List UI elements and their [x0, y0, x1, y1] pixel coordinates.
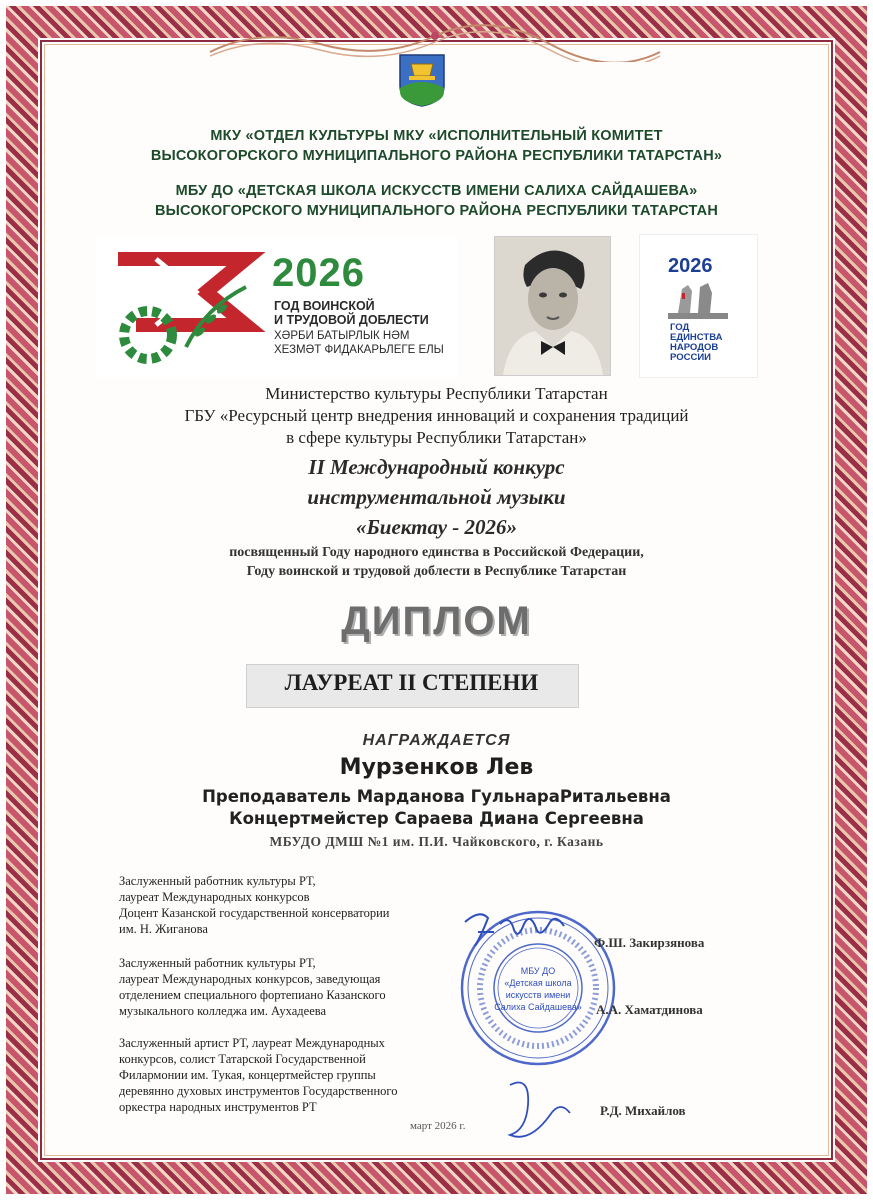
valor-title-tatar-line-1: ХӘРБИ БАТЫРЛЫК НӘМ — [274, 330, 410, 342]
unity-title-line-1: ГОД — [670, 322, 690, 333]
accompanist-line: Концертмейстер Сараева Диана Сергеевна — [229, 809, 644, 828]
valor-title — [274, 299, 429, 327]
recipient-name: Мурзенков Лев — [339, 755, 534, 780]
jury-2-line-1: Заслуженный работник культуры РТ, — [119, 956, 316, 970]
organizer-1 — [0, 126, 873, 166]
contest-title — [0, 452, 873, 542]
jury-member-3 — [119, 1035, 479, 1115]
unity-title-line-4: РОССИИ — [670, 352, 711, 363]
dedication-line-2: Году воинской и трудовой доблести в Республике Татарстан — [246, 564, 627, 579]
unity-year: 2026 — [668, 255, 713, 277]
dedication-line-1: посвященный Году народного единства в Российской Федерации, — [229, 545, 644, 560]
year-of-valor-logo — [96, 237, 458, 377]
jury-member-2 — [119, 955, 479, 1019]
awarded-label: НАГРАЖДАЕТСЯ — [362, 732, 511, 749]
stamp-text-1: МБУ ДО — [520, 966, 556, 976]
ministry-block — [0, 383, 873, 449]
organizer-2 — [0, 181, 873, 221]
jury-1-line-3: Доцент Казанской государственной консерватории — [119, 906, 390, 920]
jury-2-line-3: отделением специального фортепиано Казанского — [119, 988, 386, 1002]
signature-1-icon — [460, 904, 570, 954]
valor-title-tatar — [274, 329, 444, 357]
signer-2-name: А.А. Хаматдинова — [596, 1002, 703, 1017]
ministry-line-2: ГБУ «Ресурсный центр внедрения инноваций и сохранения традиций — [184, 406, 689, 425]
unity-title-line-3: НАРОДОВ — [670, 342, 719, 353]
coat-of-arms-icon — [397, 52, 447, 108]
dedication — [0, 543, 873, 581]
diploma-heading: ДИПЛОМ — [341, 599, 532, 643]
signer-3-name: Р.Д. Михайлов — [600, 1103, 686, 1118]
jury-3-line-3: Филармонии им. Тукая, концертмейстер группы — [119, 1068, 376, 1082]
jury-3-line-5: оркестра народных инструментов РТ — [119, 1100, 317, 1114]
unity-monument-icon — [668, 279, 728, 319]
jury-3-line-2: конкурсов, солист Татарской Государственной — [119, 1052, 366, 1066]
portrait-icon — [495, 237, 610, 375]
stamp-text-3: искусств имени — [505, 990, 571, 1000]
jury-member-1 — [119, 873, 479, 937]
valor-title-tatar-line-2: ХЕЗМӘТ ФИДАКАРЬЛЕГЕ ЕЛЫ — [274, 344, 444, 356]
valor-title-line-1: ГОД ВОИНСКОЙ — [274, 299, 375, 313]
year-of-unity-logo — [639, 234, 758, 378]
organizer-1-line-1: МКУ «ОТДЕЛ КУЛЬТУРЫ МКУ «ИСПОЛНИТЕЛЬНЫЙ КОМИТЕТ — [210, 128, 663, 144]
unity-title — [670, 323, 722, 363]
jury-3-line-4: деревянно духовых инструментов Государственного — [119, 1084, 398, 1098]
signature-3-icon — [490, 1075, 580, 1145]
organizer-1-line-2: ВЫСОКОГОРСКОГО МУНИЦИПАЛЬНОГО РАЙОНА РЕСПУБЛИКИ ТАТАРСТАН» — [150, 148, 723, 164]
jury-1-line-2: лауреат Международных конкурсов — [119, 890, 310, 904]
jury-2-line-2: лауреат Международных конкурсов, заведующая — [119, 972, 381, 986]
unity-title-line-2: ЕДИНСТВА — [670, 332, 723, 343]
jury-1-line-1: Заслуженный работник культуры РТ, — [119, 874, 316, 888]
jury-1-line-4: им. Н. Жиганова — [119, 922, 208, 936]
valor-year: 2026 — [272, 251, 365, 295]
signer-1-name: Ф.Ш. Закирзянова — [594, 935, 705, 950]
ministry-line-3: в сфере культуры Республики Татарстан» — [286, 428, 587, 447]
valor-title-line-2: И ТРУДОВОЙ ДОБЛЕСТИ — [274, 313, 429, 327]
contest-title-line-3: «Биектау - 2026» — [355, 515, 518, 539]
school-line: МБУДО ДМШ №1 им. П.И. Чайковского, г. Казань — [269, 834, 604, 849]
teacher-line: Преподаватель Марданова ГульнараРитальевна — [202, 787, 671, 806]
organizer-2-line-1: МБУ ДО «ДЕТСКАЯ ШКОЛА ИСКУССТВ ИМЕНИ САЛИХА САЙДАШЕВА» — [175, 183, 698, 199]
jury-3-line-1: Заслуженный артист РТ, лауреат Международных — [119, 1036, 385, 1050]
issue-date: март 2026 г. — [410, 1120, 466, 1132]
portrait-photo — [494, 236, 611, 376]
contest-title-line-2: инструментальной музыки — [307, 485, 566, 509]
contest-title-line-1: II Международный конкурс — [308, 455, 565, 479]
organizer-2-line-2: ВЫСОКОГОРСКОГО МУНИЦИПАЛЬНОГО РАЙОНА РЕСПУБЛИКИ ТАТАРСТАН — [154, 203, 719, 219]
jury-2-line-4: музыкального колледжа им. Аухадеева — [119, 1004, 327, 1018]
laureate-degree: ЛАУРЕАТ II СТЕПЕНИ — [284, 670, 539, 695]
stamp-text-2: «Детская школа — [504, 978, 572, 988]
stamp-text-4: Салиха Сайдашева» — [494, 1002, 582, 1012]
ministry-line-1: Министерство культуры Республики Татарстан — [265, 384, 608, 403]
